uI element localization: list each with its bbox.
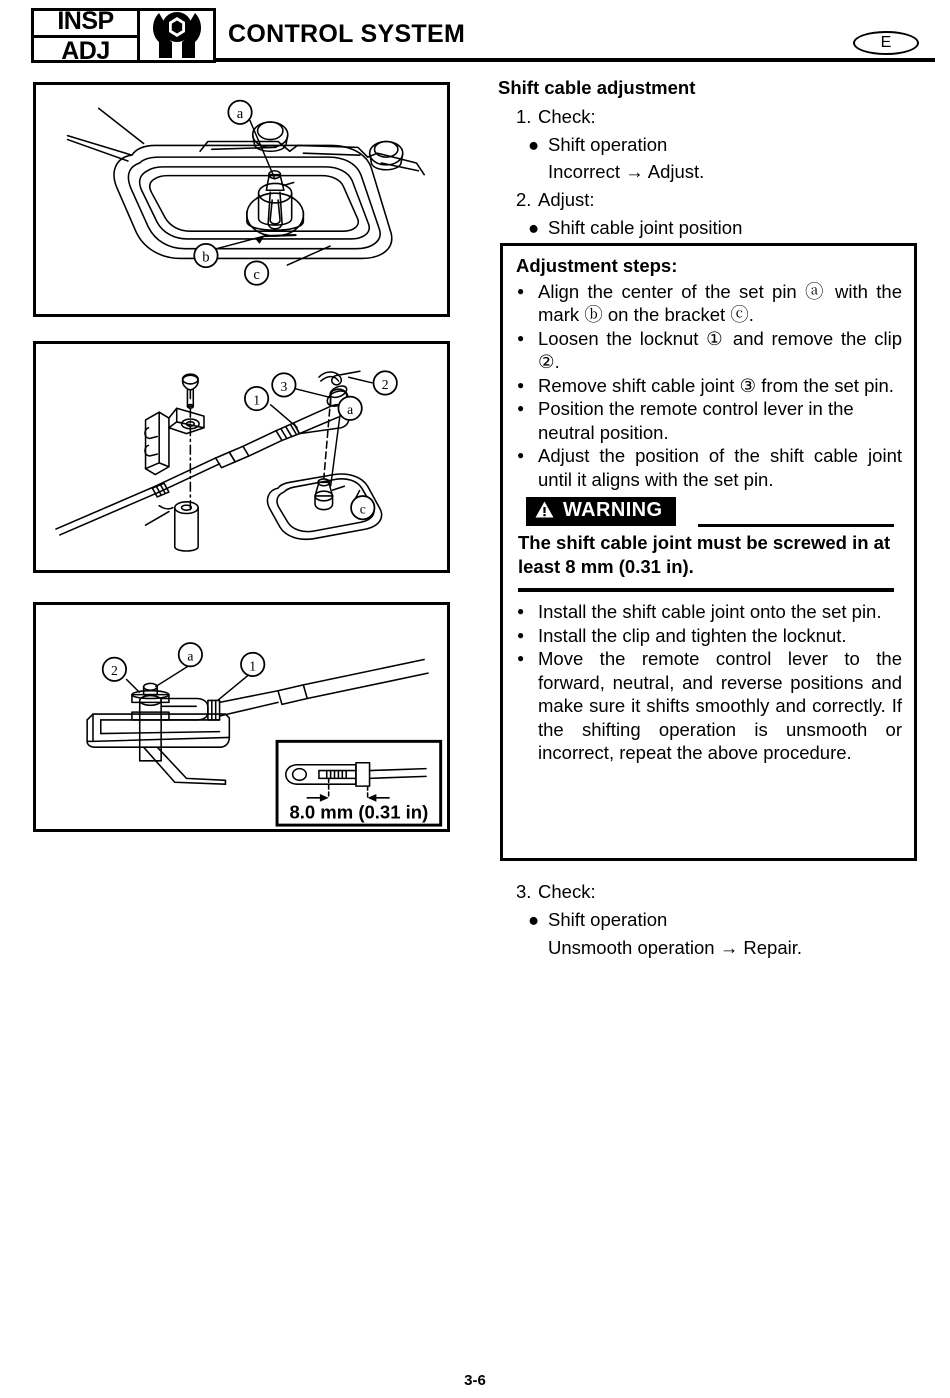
language-badge: E bbox=[853, 31, 919, 55]
adjustment-step: ● Loosen the locknut ① and remove the clip ②. bbox=[516, 327, 902, 374]
svg-text:1: 1 bbox=[253, 392, 261, 408]
step-1 bbox=[516, 103, 918, 131]
header-divider bbox=[215, 58, 935, 62]
main-procedure bbox=[498, 76, 918, 242]
warning-label: WARNING bbox=[563, 499, 663, 522]
adjustment-step: ● Install the shift cable joint onto the set pin. bbox=[516, 600, 902, 623]
wrench-bolt-icon bbox=[140, 11, 213, 60]
step-3-bullet bbox=[528, 906, 918, 934]
bullet-dot-icon: ● bbox=[528, 216, 540, 238]
adjustment-steps-list-before bbox=[516, 280, 902, 491]
adjustment-steps-box bbox=[500, 243, 917, 861]
svg-text:a: a bbox=[236, 106, 244, 123]
step-1-subtext: Incorrect → Adjust. bbox=[548, 161, 705, 183]
insp-adj-label bbox=[34, 6, 140, 65]
logo-line-insp: INSP bbox=[34, 8, 137, 38]
adjustment-step: ● Adjust the position of the shift cable joint until it aligns with the set pin. bbox=[516, 444, 902, 491]
svg-text:c: c bbox=[253, 266, 260, 283]
inset-dimension-label: 8.0 mm (0.31 in) bbox=[289, 801, 429, 823]
adjustment-step: ● Position the remote control lever in the neutral position. bbox=[516, 397, 902, 444]
figure-joint-installed bbox=[33, 602, 450, 832]
step-1-number: 1. bbox=[516, 105, 532, 127]
step-2-number: 2. bbox=[516, 189, 532, 211]
step-1-bullet-text: Shift operation bbox=[548, 133, 668, 155]
bullet-dot-icon: ● bbox=[528, 133, 540, 155]
warning-header bbox=[516, 497, 902, 531]
figure-handle-bracket bbox=[33, 82, 450, 317]
adjustment-box-heading: Adjustment steps: bbox=[516, 255, 678, 276]
step-2-bullet-text: Shift cable joint position bbox=[548, 216, 743, 238]
step-1-bullet bbox=[528, 131, 918, 159]
adjustment-step: ● Install the clip and tighten the locknut. bbox=[516, 624, 902, 647]
section-heading: Shift cable adjustment bbox=[498, 77, 696, 98]
svg-text:c: c bbox=[359, 501, 366, 517]
bullet-dot-icon: ● bbox=[528, 908, 540, 930]
svg-text:1: 1 bbox=[249, 658, 257, 674]
svg-text:b: b bbox=[202, 249, 210, 266]
inset-dimension-panel bbox=[277, 741, 441, 825]
step-2-label: Adjust: bbox=[538, 189, 595, 211]
figure-cable-exploded bbox=[33, 341, 450, 573]
step-1-label: Check: bbox=[538, 105, 596, 127]
insp-adj-logo bbox=[31, 8, 216, 63]
adjustment-steps-list-after bbox=[516, 600, 902, 764]
svg-text:a: a bbox=[347, 402, 354, 418]
step-3 bbox=[516, 878, 918, 906]
adjustment-step: ● Align the center of the set pin ⓐ with the mark ⓑ on the bracket ⓒ. bbox=[516, 280, 902, 327]
warning-text: The shift cable joint must be screwed in at least 8 mm (0.31 in). bbox=[518, 532, 891, 578]
adjustment-step: ● Move the remote control lever to the forward, neutral, and reverse positions and make sure it shifts smoothly and correctly. If the shifting operation is unsmooth or incorrect, repeat the above procedure. bbox=[516, 647, 902, 764]
page-number: 3-6 bbox=[464, 1372, 486, 1389]
step-2 bbox=[516, 186, 918, 214]
page-title: CONTROL SYSTEM bbox=[228, 20, 466, 48]
step-3-number: 3. bbox=[516, 881, 532, 902]
logo-line-adj: ADJ bbox=[61, 36, 110, 65]
svg-text:a: a bbox=[187, 648, 194, 664]
step-2-bullet bbox=[528, 214, 918, 242]
step-3-block bbox=[498, 878, 918, 961]
adjustment-step: ● Remove shift cable joint ③ from the set pin. bbox=[516, 374, 902, 397]
svg-text:3: 3 bbox=[280, 378, 288, 394]
warning-banner bbox=[526, 497, 676, 526]
warning-rule bbox=[698, 524, 894, 527]
warning-divider bbox=[518, 588, 894, 592]
warning-triangle-icon bbox=[535, 501, 554, 523]
step-3-label: Check: bbox=[538, 881, 596, 902]
step-3-subtext: Unsmooth operation → Repair. bbox=[548, 936, 802, 958]
svg-text:2: 2 bbox=[110, 663, 118, 679]
svg-text:2: 2 bbox=[381, 376, 389, 392]
step-3-bullet-text: Shift operation bbox=[548, 908, 668, 930]
page-header bbox=[0, 0, 950, 72]
